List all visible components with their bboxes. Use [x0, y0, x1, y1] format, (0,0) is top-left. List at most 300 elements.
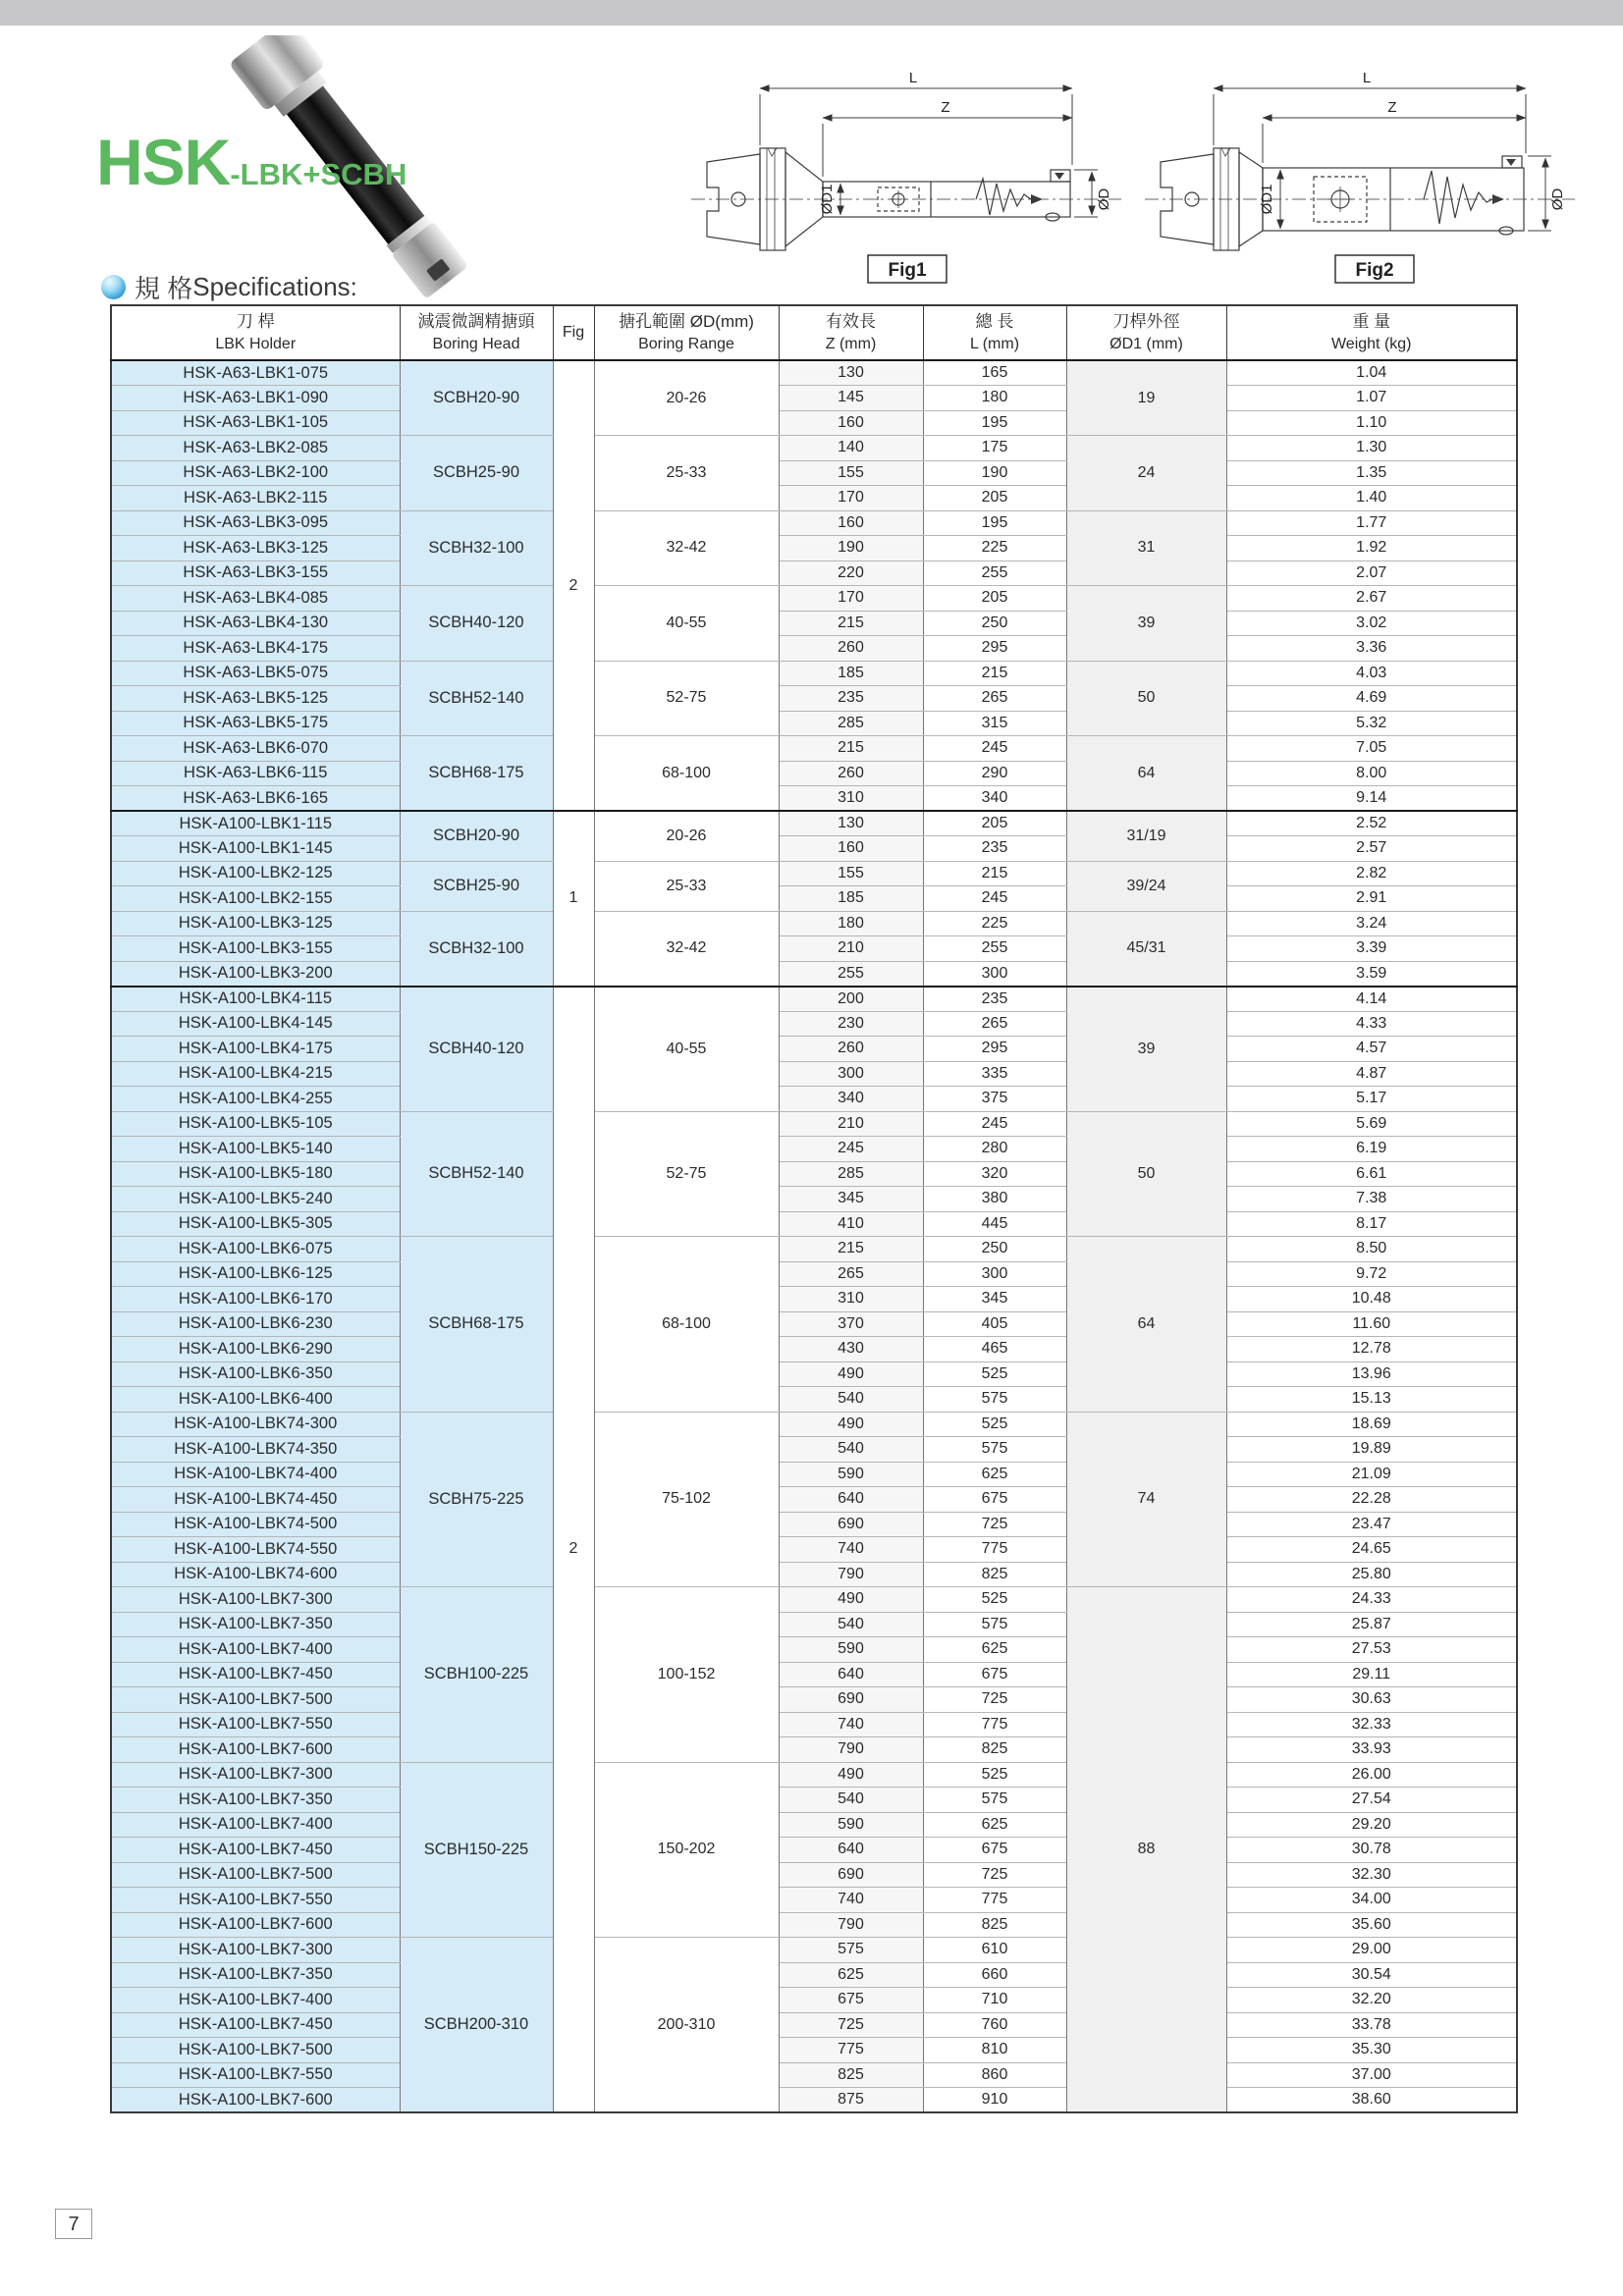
z-cell: 180 [779, 911, 923, 936]
holder-cell: HSK-A100-LBK5-240 [111, 1187, 400, 1212]
l-cell: 860 [923, 2062, 1066, 2088]
holder-cell: HSK-A100-LBK7-500 [111, 2038, 400, 2063]
spec-label-en: Specifications: [192, 272, 357, 301]
table-row [111, 686, 1517, 712]
holder-cell: HSK-A100-LBK4-255 [111, 1087, 400, 1112]
boring-head-cell: SCBH32-100 [400, 911, 553, 987]
d1-cell: 39/24 [1066, 861, 1226, 911]
z-cell: 265 [779, 1261, 923, 1287]
table-row [111, 2038, 1517, 2063]
z-cell: 775 [779, 2038, 923, 2063]
fig1-dim-d1: ØD1 [819, 184, 836, 215]
holder-cell: HSK-A100-LBK6-400 [111, 1387, 400, 1413]
holder-cell: HSK-A100-LBK6-170 [111, 1287, 400, 1312]
holder-cell: HSK-A100-LBK7-350 [111, 1962, 400, 1988]
fig2-dim-l: L [1362, 70, 1372, 86]
holder-cell: HSK-A63-LBK4-175 [111, 636, 400, 662]
boring-range-cell: 40-55 [594, 987, 779, 1112]
z-cell: 825 [779, 2062, 923, 2088]
weight-cell: 30.54 [1226, 1962, 1517, 1988]
table-row [111, 1537, 1517, 1563]
table-row [111, 1287, 1517, 1312]
z-cell: 410 [779, 1211, 923, 1237]
holder-cell: HSK-A100-LBK7-500 [111, 1687, 400, 1713]
header-boring-head: 減震微調精搪頭 Boring Head [400, 305, 553, 360]
l-cell: 195 [923, 510, 1066, 536]
z-cell: 540 [779, 1788, 923, 1813]
table-row [111, 1562, 1517, 1587]
holder-cell: HSK-A100-LBK74-600 [111, 1562, 400, 1587]
table-row [111, 510, 1517, 536]
holder-cell: HSK-A63-LBK2-085 [111, 436, 400, 461]
logo-text-suffix: -LBK+SCBH [230, 157, 407, 191]
boring-head-cell: SCBH150-225 [400, 1762, 553, 1938]
weight-cell: 1.92 [1226, 536, 1517, 561]
z-cell: 215 [779, 736, 923, 762]
holder-cell: HSK-A100-LBK74-400 [111, 1462, 400, 1487]
weight-cell: 29.00 [1226, 1938, 1517, 1963]
l-cell: 625 [923, 1637, 1066, 1663]
z-cell: 540 [779, 1437, 923, 1463]
table-row [111, 2088, 1517, 2113]
weight-cell: 3.02 [1226, 611, 1517, 636]
l-cell: 810 [923, 2038, 1066, 2063]
spec-table-body [111, 360, 1517, 2112]
l-cell: 525 [923, 1412, 1066, 1437]
table-row [111, 911, 1517, 936]
d1-cell: 31/19 [1066, 811, 1226, 861]
weight-cell: 32.33 [1226, 1712, 1517, 1737]
table-row [111, 561, 1517, 586]
z-cell: 740 [779, 1888, 923, 1913]
holder-cell: HSK-A100-LBK1-115 [111, 811, 400, 836]
table-row [111, 1362, 1517, 1387]
boring-head-cell: SCBH32-100 [400, 510, 553, 586]
weight-cell: 24.65 [1226, 1537, 1517, 1563]
fig2-label-box [1335, 255, 1414, 283]
d1-cell: 39 [1066, 586, 1226, 662]
l-cell: 525 [923, 1587, 1066, 1613]
fig-cell: 1 [553, 811, 594, 987]
z-cell: 170 [779, 586, 923, 612]
z-cell: 370 [779, 1311, 923, 1337]
d1-cell: 64 [1066, 1237, 1226, 1413]
z-cell: 590 [779, 1812, 923, 1838]
weight-cell: 29.11 [1226, 1662, 1517, 1687]
table-row [111, 1161, 1517, 1187]
weight-cell: 3.24 [1226, 911, 1517, 936]
weight-cell: 27.54 [1226, 1788, 1517, 1813]
z-cell: 260 [779, 636, 923, 662]
holder-cell: HSK-A100-LBK5-105 [111, 1111, 400, 1137]
l-cell: 660 [923, 1962, 1066, 1988]
table-row [111, 486, 1517, 511]
l-cell: 610 [923, 1938, 1066, 1963]
holder-cell: HSK-A63-LBK4-130 [111, 611, 400, 636]
z-cell: 215 [779, 1237, 923, 1262]
l-cell: 295 [923, 1037, 1066, 1062]
table-row [111, 936, 1517, 962]
z-cell: 690 [779, 1512, 923, 1537]
holder-cell: HSK-A100-LBK4-145 [111, 1011, 400, 1037]
weight-cell: 1.07 [1226, 386, 1517, 411]
boring-range-cell: 150-202 [594, 1762, 779, 1938]
table-row [111, 1812, 1517, 1838]
header-holder: 刀 桿 LBK Holder [111, 305, 400, 360]
weight-cell: 25.87 [1226, 1612, 1517, 1637]
l-cell: 265 [923, 1011, 1066, 1037]
weight-cell: 2.52 [1226, 811, 1517, 836]
l-cell: 190 [923, 460, 1066, 486]
l-cell: 205 [923, 811, 1066, 836]
z-cell: 210 [779, 1111, 923, 1137]
l-cell: 165 [923, 360, 1066, 386]
z-cell: 260 [779, 1037, 923, 1062]
holder-cell: HSK-A100-LBK7-550 [111, 2062, 400, 2088]
l-cell: 775 [923, 1712, 1066, 1737]
weight-cell: 2.91 [1226, 886, 1517, 912]
boring-range-cell: 20-26 [594, 811, 779, 861]
holder-cell: HSK-A100-LBK74-300 [111, 1412, 400, 1437]
holder-cell: HSK-A63-LBK2-100 [111, 460, 400, 486]
weight-cell: 4.03 [1226, 661, 1517, 686]
l-cell: 375 [923, 1087, 1066, 1112]
l-cell: 300 [923, 961, 1066, 987]
table-row [111, 861, 1517, 886]
holder-cell: HSK-A63-LBK6-165 [111, 786, 400, 812]
header-weight: 重 量 Weight (kg) [1226, 305, 1517, 360]
holder-cell: HSK-A63-LBK1-105 [111, 410, 400, 436]
z-cell: 285 [779, 711, 923, 736]
holder-cell: HSK-A100-LBK6-075 [111, 1237, 400, 1262]
l-cell: 675 [923, 1838, 1066, 1863]
table-row [111, 811, 1517, 836]
holder-cell: HSK-A100-LBK5-140 [111, 1137, 400, 1162]
boring-head-cell: SCBH40-120 [400, 987, 553, 1112]
weight-cell: 1.10 [1226, 410, 1517, 436]
holder-cell: HSK-A100-LBK7-350 [111, 1788, 400, 1813]
table-row [111, 1412, 1517, 1437]
boring-range-cell: 75-102 [594, 1412, 779, 1587]
holder-cell: HSK-A100-LBK7-300 [111, 1938, 400, 1963]
table-row [111, 736, 1517, 762]
holder-cell: HSK-A100-LBK7-400 [111, 1637, 400, 1663]
fig2-dim-d1: ØD1 [1259, 184, 1275, 215]
z-cell: 490 [779, 1587, 923, 1613]
z-cell: 740 [779, 1537, 923, 1563]
table-row [111, 386, 1517, 411]
holder-cell: HSK-A63-LBK6-115 [111, 761, 400, 786]
holder-cell: HSK-A100-LBK3-155 [111, 936, 400, 962]
weight-cell: 1.77 [1226, 510, 1517, 536]
boring-range-cell: 32-42 [594, 911, 779, 987]
holder-cell: HSK-A100-LBK7-350 [111, 1612, 400, 1637]
d1-cell: 24 [1066, 436, 1226, 511]
holder-cell: HSK-A63-LBK5-125 [111, 686, 400, 712]
holder-cell: HSK-A100-LBK7-600 [111, 1912, 400, 1938]
z-cell: 740 [779, 1712, 923, 1737]
d1-cell: 31 [1066, 510, 1226, 586]
holder-cell: HSK-A100-LBK2-125 [111, 861, 400, 886]
holder-cell: HSK-A100-LBK6-290 [111, 1337, 400, 1362]
d1-cell: 50 [1066, 661, 1226, 736]
l-cell: 675 [923, 1487, 1066, 1513]
l-cell: 295 [923, 636, 1066, 662]
table-row [111, 1838, 1517, 1863]
l-cell: 235 [923, 836, 1066, 862]
holder-cell: HSK-A100-LBK74-550 [111, 1537, 400, 1563]
weight-cell: 26.00 [1226, 1762, 1517, 1788]
fig1-label-box [868, 255, 947, 283]
holder-cell: HSK-A100-LBK5-305 [111, 1211, 400, 1237]
weight-cell: 4.14 [1226, 987, 1517, 1012]
holder-cell: HSK-A100-LBK7-550 [111, 1888, 400, 1913]
z-cell: 230 [779, 1011, 923, 1037]
holder-cell: HSK-A63-LBK4-085 [111, 586, 400, 612]
holder-cell: HSK-A63-LBK3-155 [111, 561, 400, 586]
table-row [111, 1337, 1517, 1362]
z-cell: 690 [779, 1862, 923, 1888]
z-cell: 215 [779, 611, 923, 636]
holder-cell: HSK-A100-LBK74-350 [111, 1437, 400, 1463]
spec-label-zh: 規 格 [135, 274, 193, 303]
weight-cell: 8.00 [1226, 761, 1517, 786]
holder-cell: HSK-A100-LBK3-200 [111, 961, 400, 987]
bullet-sphere-icon [101, 275, 126, 299]
l-cell: 675 [923, 1662, 1066, 1687]
l-cell: 575 [923, 1612, 1066, 1637]
l-cell: 575 [923, 1437, 1066, 1463]
table-row [111, 1687, 1517, 1713]
header-fig: Fig [553, 305, 594, 360]
z-cell: 300 [779, 1061, 923, 1087]
weight-cell: 21.09 [1226, 1462, 1517, 1487]
table-row [111, 410, 1517, 436]
holder-cell: HSK-A100-LBK4-215 [111, 1061, 400, 1087]
weight-cell: 4.69 [1226, 686, 1517, 712]
boring-head-cell: SCBH75-225 [400, 1412, 553, 1587]
weight-cell: 8.17 [1226, 1211, 1517, 1237]
z-cell: 160 [779, 410, 923, 436]
weight-cell: 6.19 [1226, 1137, 1517, 1162]
fig2-drawing [1139, 67, 1581, 288]
z-cell: 130 [779, 360, 923, 386]
holder-cell: HSK-A100-LBK7-400 [111, 1812, 400, 1838]
z-cell: 310 [779, 786, 923, 812]
weight-cell: 18.69 [1226, 1412, 1517, 1437]
l-cell: 910 [923, 2088, 1066, 2113]
z-cell: 575 [779, 1938, 923, 1963]
weight-cell: 12.78 [1226, 1337, 1517, 1362]
l-cell: 180 [923, 386, 1066, 411]
l-cell: 225 [923, 536, 1066, 561]
l-cell: 760 [923, 2012, 1066, 2038]
holder-cell: HSK-A63-LBK6-070 [111, 736, 400, 762]
table-row [111, 1662, 1517, 1687]
brand-logo [96, 126, 407, 198]
fig2-dim-d: ØD [1549, 187, 1566, 211]
boring-range-cell: 25-33 [594, 436, 779, 511]
l-cell: 525 [923, 1362, 1066, 1387]
z-cell: 185 [779, 886, 923, 912]
z-cell: 130 [779, 811, 923, 836]
table-row [111, 1512, 1517, 1537]
z-cell: 155 [779, 861, 923, 886]
holder-cell: HSK-A63-LBK1-090 [111, 386, 400, 411]
top-bar [0, 0, 1623, 26]
weight-cell: 10.48 [1226, 1287, 1517, 1312]
l-cell: 725 [923, 1862, 1066, 1888]
weight-cell: 29.20 [1226, 1812, 1517, 1838]
weight-cell: 1.30 [1226, 436, 1517, 461]
boring-range-cell: 20-26 [594, 360, 779, 436]
table-row [111, 1437, 1517, 1463]
holder-cell: HSK-A100-LBK1-145 [111, 836, 400, 862]
header-z: 有效長 Z (mm) [779, 305, 923, 360]
weight-cell: 1.35 [1226, 460, 1517, 486]
table-row [111, 536, 1517, 561]
weight-cell: 6.61 [1226, 1161, 1517, 1187]
weight-cell: 4.57 [1226, 1037, 1517, 1062]
fig1-dim-d: ØD [1096, 187, 1112, 211]
weight-cell: 11.60 [1226, 1311, 1517, 1337]
table-row [111, 1762, 1517, 1788]
holder-cell: HSK-A63-LBK2-115 [111, 486, 400, 511]
table-row [111, 1862, 1517, 1888]
l-cell: 335 [923, 1061, 1066, 1087]
l-cell: 825 [923, 1737, 1066, 1763]
l-cell: 245 [923, 886, 1066, 912]
z-cell: 285 [779, 1161, 923, 1187]
l-cell: 625 [923, 1812, 1066, 1838]
weight-cell: 4.87 [1226, 1061, 1517, 1087]
holder-cell: HSK-A100-LBK7-550 [111, 1712, 400, 1737]
d1-cell: 19 [1066, 360, 1226, 436]
table-row [111, 1912, 1517, 1938]
boring-range-cell: 25-33 [594, 861, 779, 911]
z-cell: 590 [779, 1637, 923, 1663]
z-cell: 145 [779, 386, 923, 411]
fig1-dim-l: L [908, 70, 918, 86]
z-cell: 430 [779, 1337, 923, 1362]
d1-cell: 39 [1066, 987, 1226, 1112]
l-cell: 345 [923, 1287, 1066, 1312]
holder-cell: HSK-A63-LBK5-175 [111, 711, 400, 736]
boring-range-cell: 200-310 [594, 1938, 779, 2113]
l-cell: 215 [923, 861, 1066, 886]
boring-range-cell: 52-75 [594, 1111, 779, 1237]
fig1-label: Fig1 [888, 260, 927, 281]
z-cell: 190 [779, 536, 923, 561]
l-cell: 825 [923, 1912, 1066, 1938]
boring-head-cell: SCBH40-120 [400, 586, 553, 662]
table-row [111, 711, 1517, 736]
weight-cell: 9.72 [1226, 1261, 1517, 1287]
z-cell: 340 [779, 1087, 923, 1112]
specifications-table [110, 304, 1518, 2113]
boring-head-cell: SCBH25-90 [400, 436, 553, 511]
table-row [111, 1888, 1517, 1913]
l-cell: 465 [923, 1337, 1066, 1362]
table-row [111, 1737, 1517, 1763]
boring-range-cell: 32-42 [594, 510, 779, 586]
weight-cell: 34.00 [1226, 1888, 1517, 1913]
table-row [111, 1137, 1517, 1162]
table-row [111, 1011, 1517, 1037]
table-row [111, 987, 1517, 1012]
header-row [111, 305, 1517, 360]
weight-cell: 3.39 [1226, 936, 1517, 962]
header-boring-range: 搪孔範圍 ØD(mm) Boring Range [594, 305, 779, 360]
weight-cell: 24.33 [1226, 1587, 1517, 1613]
weight-cell: 5.32 [1226, 711, 1517, 736]
boring-head-cell: SCBH20-90 [400, 360, 553, 436]
holder-cell: HSK-A100-LBK7-500 [111, 1862, 400, 1888]
z-cell: 625 [779, 1962, 923, 1988]
z-cell: 490 [779, 1362, 923, 1387]
boring-head-cell: SCBH25-90 [400, 861, 553, 911]
l-cell: 255 [923, 561, 1066, 586]
table-row [111, 1712, 1517, 1737]
fig1-dim-z: Z [941, 99, 950, 116]
l-cell: 235 [923, 987, 1066, 1012]
holder-cell: HSK-A100-LBK7-450 [111, 1838, 400, 1863]
z-cell: 690 [779, 1687, 923, 1713]
table-row [111, 1187, 1517, 1212]
weight-cell: 2.07 [1226, 561, 1517, 586]
l-cell: 195 [923, 410, 1066, 436]
l-cell: 445 [923, 1211, 1066, 1237]
fig1-drawing [685, 67, 1127, 288]
weight-cell: 33.78 [1226, 2012, 1517, 2038]
l-cell: 265 [923, 686, 1066, 712]
table-row [111, 611, 1517, 636]
l-cell: 405 [923, 1311, 1066, 1337]
weight-cell: 22.28 [1226, 1487, 1517, 1513]
d1-cell: 45/31 [1066, 911, 1226, 987]
weight-cell: 1.40 [1226, 486, 1517, 511]
weight-cell: 5.69 [1226, 1111, 1517, 1137]
weight-cell: 8.50 [1226, 1237, 1517, 1262]
holder-cell: HSK-A100-LBK7-600 [111, 2088, 400, 2113]
holder-cell: HSK-A63-LBK3-125 [111, 536, 400, 561]
weight-cell: 9.14 [1226, 786, 1517, 812]
d1-cell: 88 [1066, 1587, 1226, 2113]
l-cell: 825 [923, 1562, 1066, 1587]
l-cell: 725 [923, 1687, 1066, 1713]
l-cell: 250 [923, 1237, 1066, 1262]
l-cell: 175 [923, 436, 1066, 461]
weight-cell: 25.80 [1226, 1562, 1517, 1587]
l-cell: 255 [923, 936, 1066, 962]
z-cell: 160 [779, 510, 923, 536]
weight-cell: 35.30 [1226, 2038, 1517, 2063]
z-cell: 875 [779, 2088, 923, 2113]
holder-cell: HSK-A100-LBK74-500 [111, 1512, 400, 1537]
boring-head-cell: SCBH20-90 [400, 811, 553, 861]
z-cell: 210 [779, 936, 923, 962]
l-cell: 205 [923, 486, 1066, 511]
l-cell: 625 [923, 1462, 1066, 1487]
z-cell: 345 [779, 1187, 923, 1212]
table-row [111, 1612, 1517, 1637]
weight-cell: 19.89 [1226, 1437, 1517, 1463]
table-row [111, 1988, 1517, 2013]
holder-cell: HSK-A100-LBK7-450 [111, 1662, 400, 1687]
holder-cell: HSK-A100-LBK4-175 [111, 1037, 400, 1062]
z-cell: 790 [779, 1737, 923, 1763]
table-row [111, 1211, 1517, 1237]
